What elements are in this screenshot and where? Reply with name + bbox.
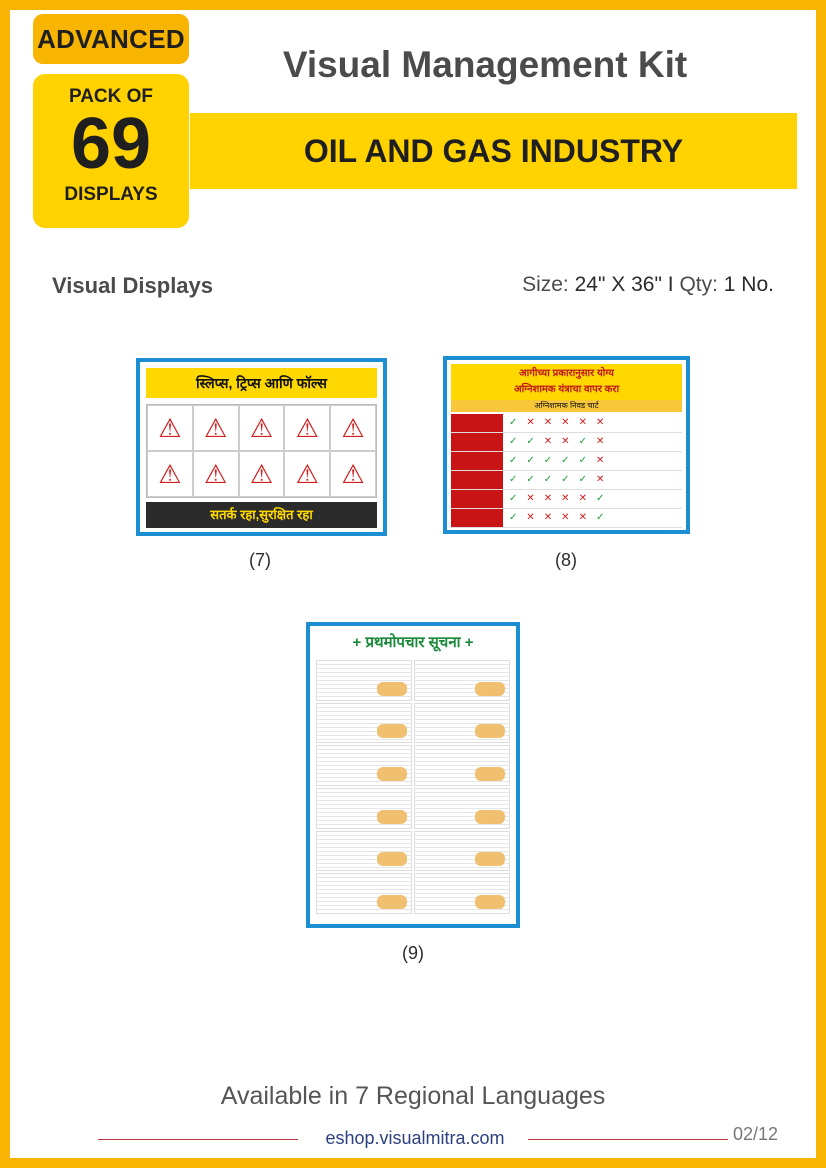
first-aid-section [316, 788, 412, 829]
size-info [522, 273, 774, 297]
footer-rule-right [528, 1139, 728, 1140]
poster-9-heading: + प्रथमोपचार सूचना + [352, 634, 474, 651]
poster-8-subheading: अग्निशामक निवड चार्ट [451, 400, 682, 412]
hazard-icon-grid [146, 404, 377, 498]
stair-fall-icon: ⚠ [193, 451, 239, 497]
qty-label: Qty: [679, 273, 718, 296]
poster-first-aid [306, 622, 520, 928]
industry-band: OIL AND GAS INDUSTRY [190, 113, 797, 189]
section-label: Visual Displays [52, 273, 214, 298]
table-row: ✓✓✓✓✓✕ [451, 452, 682, 471]
level-badge: ADVANCED [33, 14, 189, 64]
table-row: ✓✕✕✕✕✓ [451, 490, 682, 509]
page-number: 02/12 [733, 1124, 779, 1144]
slip-icon: ⚠ [147, 405, 193, 451]
first-aid-section [414, 660, 510, 701]
first-aid-section [414, 831, 510, 872]
languages-note: Available in 7 Regional Languages [220, 1082, 606, 1110]
poster-8-caption: (8) [555, 550, 577, 570]
first-aid-section [316, 745, 412, 786]
first-aid-section [414, 703, 510, 744]
first-aid-section [316, 831, 412, 872]
footer-rule-left [98, 1139, 298, 1140]
poster-extinguisher-chart [443, 356, 690, 534]
qty-value: 1 No. [723, 273, 774, 296]
table-row: ✓✓✕✕✓✕ [451, 433, 682, 452]
poster-8-heading-line1: आगीच्या प्रकारानुसार योग्य [519, 368, 614, 379]
floor-slip-icon: ⚠ [330, 405, 376, 451]
first-aid-section [414, 788, 510, 829]
poster-slips-trips [136, 358, 387, 536]
first-aid-section [316, 873, 412, 914]
first-aid-section [414, 873, 510, 914]
trip-stairs-icon: ⚠ [193, 405, 239, 451]
poster-8-heading-line2: अग्निशामक यंत्राचा वापर करा [513, 384, 620, 395]
poster-7-caption: (7) [249, 550, 271, 570]
wet-floor-icon: ⚠ [330, 451, 376, 497]
first-aid-section [316, 703, 412, 744]
chair-fall-icon: ⚠ [147, 451, 193, 497]
poster-7-heading: स्लिप्स, ट्रिप्स आणि फॉल्स [146, 368, 377, 398]
poster-8-heading [451, 364, 682, 400]
shop-link[interactable]: eshop.visualmitra.com [325, 1128, 505, 1148]
first-aid-section [316, 660, 412, 701]
table-row: ✓✓✓✓✓✕ [451, 471, 682, 490]
poster-9-caption: (9) [402, 943, 424, 963]
table-row: ✓✕✕✕✕✓ [451, 509, 682, 528]
water-slip-icon: ⚠ [284, 405, 330, 451]
ladder-fall-icon: ⚠ [239, 405, 285, 451]
pack-badge [33, 74, 189, 228]
page-title: Visual Management Kit [282, 44, 688, 85]
table-row: ✓✕✕✕✕✕ [451, 414, 682, 433]
first-aid-sections [316, 660, 510, 914]
pack-bottom-label: DISPLAYS [64, 184, 158, 205]
extinguisher-table [451, 414, 682, 522]
trip-obstacle-icon: ⚠ [239, 451, 285, 497]
size-label: Size: [522, 273, 569, 296]
size-value: 24" X 36" I [574, 273, 674, 296]
drowning-icon: ⚠ [284, 451, 330, 497]
pack-top-label: PACK OF [68, 86, 154, 107]
pack-count: 69 [70, 104, 152, 184]
poster-7-footer: सतर्क रहा,सुरक्षित रहा [146, 502, 377, 528]
first-aid-section [414, 745, 510, 786]
